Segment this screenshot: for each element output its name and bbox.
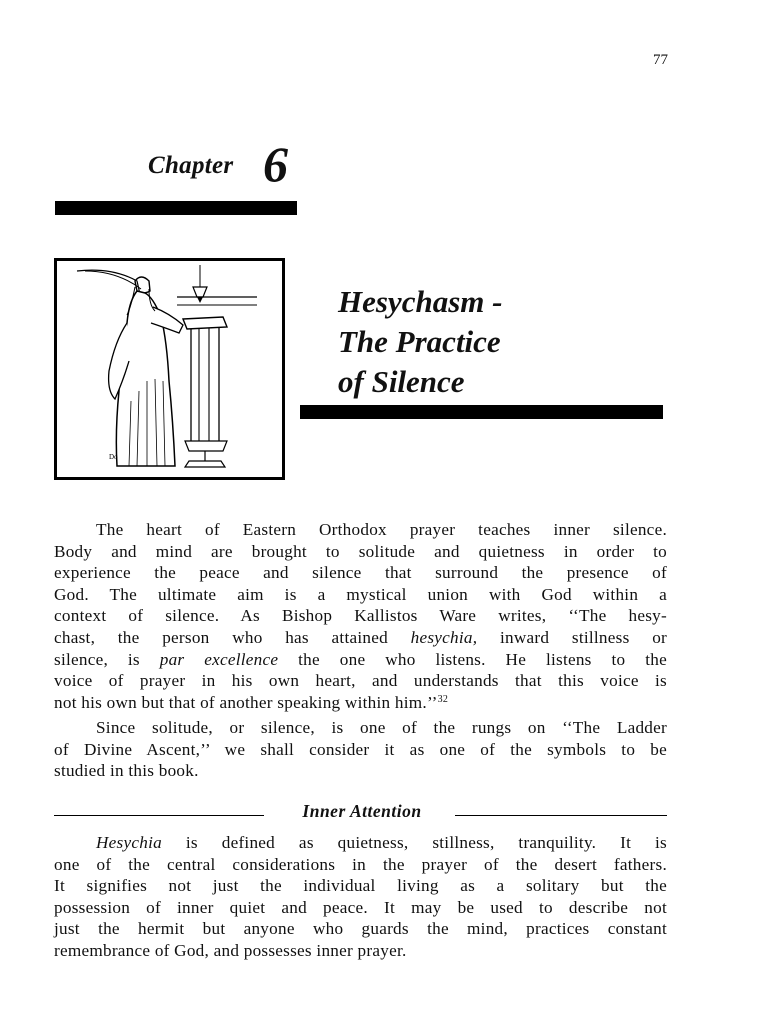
text-line xyxy=(54,692,667,714)
text-line xyxy=(54,627,667,649)
title-rule xyxy=(300,405,663,419)
chapter-illustration xyxy=(54,258,285,480)
text-line: voice of prayer in his own heart, and understands that this voice is xyxy=(54,671,667,691)
text-run: inward stillness or xyxy=(477,627,668,647)
text-line: one of the central considerations in the prayer of the desert fathers. xyxy=(54,854,667,874)
text-line: Body and mind are brought to solitude and quietness in order to xyxy=(54,541,667,561)
chapter-label: Chapter xyxy=(148,152,234,179)
text-run: chast, the person who has attained xyxy=(54,627,411,647)
body-paragraph xyxy=(54,717,667,782)
text-line: just the hermit but anyone who guards the mind, practices constant xyxy=(54,919,667,939)
emphasis-hesychia: Hesychia xyxy=(96,833,162,852)
footnote-marker: 32 xyxy=(437,693,449,705)
monk-illustration-icon xyxy=(57,261,282,477)
text-run: is defined as quietness, stillness, tranquility. It is xyxy=(161,833,667,852)
text-line: remembrance of God, and possesses inner prayer. xyxy=(54,940,407,960)
text-line: possession of inner quiet and peace. It may be used to describe not xyxy=(54,897,667,917)
text-line: experience the peace and silence that surround the presence of xyxy=(54,563,667,583)
chapter-title xyxy=(338,282,668,402)
text-run: the one who listens. He listens to the xyxy=(278,649,667,669)
emphasis-hesychia: hesychia, xyxy=(410,627,478,647)
chapter-number: 6 xyxy=(263,136,288,192)
text-line: God. The ultimate aim is a mystical union with God within a xyxy=(54,584,667,604)
chapter-title-line: Hesychasm - xyxy=(338,284,503,319)
section-heading xyxy=(54,801,667,825)
text-line xyxy=(54,649,667,671)
body-paragraph xyxy=(54,832,667,962)
text-line: of Divine Ascent,’’ we shall consider it as one of the symbols to be xyxy=(54,739,667,759)
illustration-signature: Do xyxy=(109,453,118,461)
chapter-title-line: of Silence xyxy=(338,364,465,399)
text-line: Since solitude, or silence, is one of the rungs on ‘‘The Ladder xyxy=(96,718,667,737)
text-line: context of silence. As Bishop Kallistos Ware writes, ‘‘The hesy- xyxy=(54,606,667,626)
section-rule-left xyxy=(54,815,264,816)
chapter-rule xyxy=(55,201,297,215)
section-rule-right xyxy=(455,815,667,816)
chapter-title-line: The Practice xyxy=(338,324,501,359)
emphasis-par-excellence: par excellence xyxy=(159,649,279,669)
text-line: studied in this book. xyxy=(54,761,199,781)
text-run: silence, is xyxy=(54,649,160,669)
page-number: 77 xyxy=(653,52,668,68)
text-run: not his own but that of another speaking within him.’’ xyxy=(54,692,438,712)
text-line: The heart of Eastern Orthodox prayer teaches inner silence. xyxy=(96,520,667,539)
body-paragraph xyxy=(54,519,667,713)
section-heading-label: Inner Attention xyxy=(302,801,422,821)
text-line xyxy=(54,832,667,854)
text-line: It signifies not just the individual living as a solitary but the xyxy=(54,876,667,896)
